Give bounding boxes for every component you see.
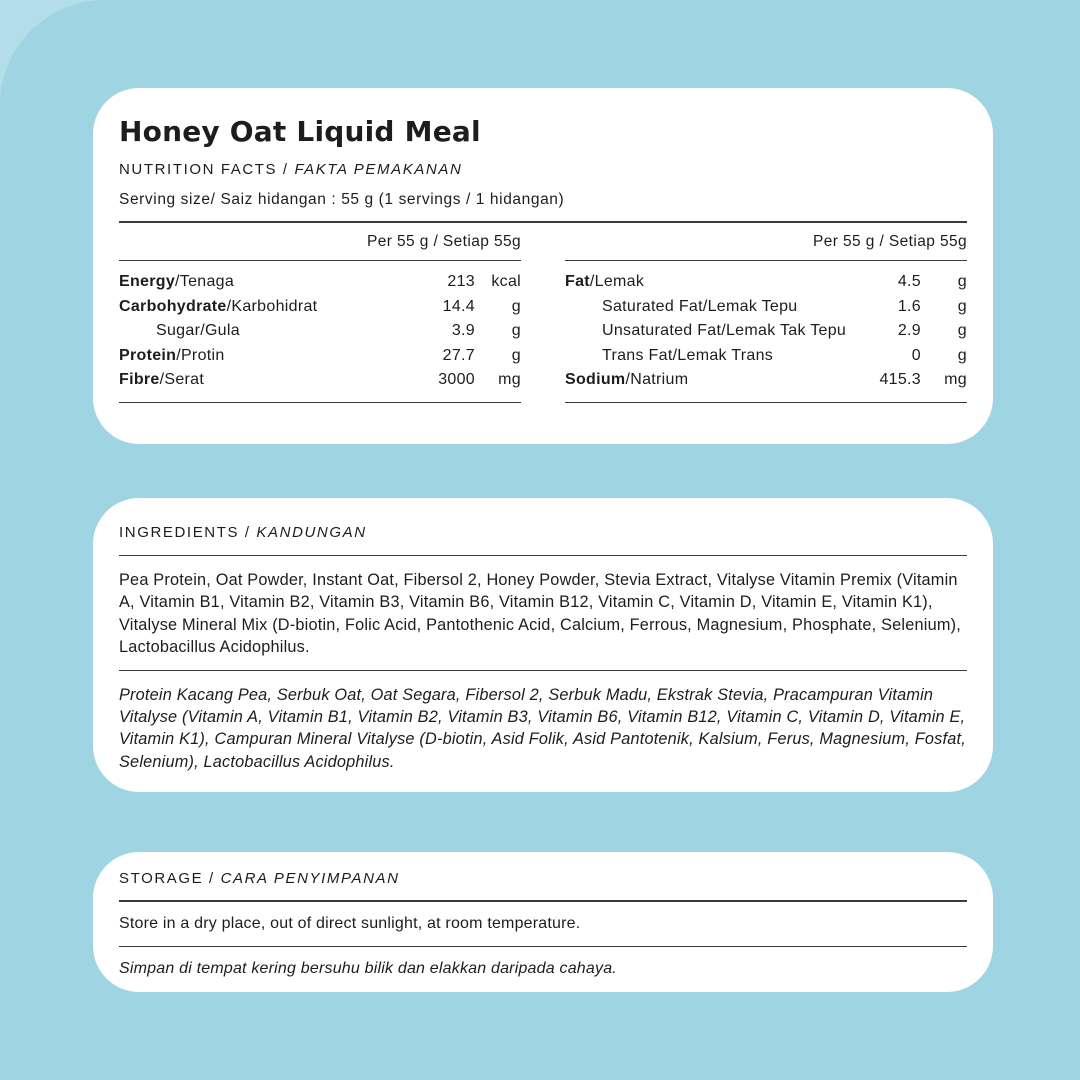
ingredients-heading [119, 524, 967, 542]
nutrition-facts-heading-en: NUTRITION FACTS / [119, 161, 295, 178]
nutrition-row-unit: g [957, 297, 967, 315]
nutrition-row-unit: g [957, 346, 967, 364]
nutrition-row-value: 3000 [438, 371, 475, 388]
nutrition-row-value: 27.7 [442, 346, 475, 364]
nutrition-row-unit: mg [944, 371, 967, 388]
nutrition-row-unit: g [957, 273, 967, 290]
nutrition-row-label: Unsaturated Fat/Lemak Tak Tepu [602, 322, 847, 339]
nutrition-row [565, 344, 967, 369]
nutrition-row [119, 270, 521, 295]
nutrition-row-label: Carbohydrate/Karbohidrat [119, 297, 318, 315]
nutrition-row-unit: g [511, 322, 521, 339]
nutrition-row-value: 4.5 [897, 273, 921, 290]
nutrition-row-label: Protein/Protin [119, 346, 225, 364]
serving-size-line: Serving size/ Saiz hidangan : 55 g (1 servings / 1 hidangan) [119, 191, 565, 208]
nutrition-table-right [565, 223, 967, 403]
ingredients-heading-my: KANDUNGAN [256, 524, 367, 541]
ingredients-divider-top [119, 555, 967, 556]
nutrition-row-label: Saturated Fat/Lemak Tepu [602, 297, 798, 315]
ingredients-heading-en: INGREDIENTS / [119, 524, 257, 541]
nutrition-row [119, 319, 521, 344]
storage-heading-en: STORAGE / [119, 870, 221, 887]
nutrition-facts-heading [119, 161, 967, 179]
nutrition-row-value: 3.9 [451, 322, 475, 339]
nutrition-row [565, 319, 967, 344]
nutrition-row [119, 295, 521, 320]
storage-heading-my: CARA PENYIMPANAN [220, 870, 400, 887]
nutrition-row-unit: g [511, 346, 521, 364]
nutrition-facts-heading-my: FAKTA PEMAKANAN [294, 161, 463, 178]
storage-text-malay: Simpan di tempat kering bersuhu bilik dan elakkan daripada cahaya. [119, 960, 617, 978]
nutrition-row [565, 295, 967, 320]
nutrition-row-label: Fibre/Serat [119, 371, 205, 388]
nutrition-row-unit: g [957, 322, 967, 339]
ingredients-divider-mid [119, 670, 967, 671]
ingredients-text-english: Pea Protein, Oat Powder, Instant Oat, Fibersol 2, Honey Powder, Stevia Extract, Vitalyse Vitamin Premix (Vitamin A, Vitamin B1, Vitamin B2, Vitamin B3, Vitamin B6, Vitamin B12, Vitamin C, Vitamin D, Vitamin E, Vitamin K1), Vitalyse Mineral Mix (D-biotin, Folic Acid, Pantothenic Acid, Calcium, Ferrous, Magnesium, Phosphate, Selenium), Lactobacillus Acidophilus. [119, 571, 961, 657]
nutrition-row [119, 368, 521, 393]
nutrition-row-label: Energy/Tenaga [119, 273, 235, 290]
nutrition-row [565, 368, 967, 393]
left-column-rows [119, 261, 521, 403]
nutrition-table-left [119, 223, 521, 403]
nutrition-row-label: Trans Fat/Lemak Trans [602, 346, 774, 364]
storage-divider-top [119, 900, 967, 902]
nutrition-row-value: 14.4 [442, 297, 475, 315]
storage-heading [119, 870, 967, 888]
storage-divider-mid [119, 946, 967, 947]
ingredients-card [93, 498, 993, 792]
nutrition-row-value: 1.6 [897, 297, 921, 315]
nutrition-row-label: Sugar/Gula [156, 322, 240, 339]
nutrition-facts-card [93, 88, 993, 444]
ingredients-text-malay: Protein Kacang Pea, Serbuk Oat, Oat Segara, Fibersol 2, Serbuk Madu, Ekstrak Stevia, Pracampuran Vitamin Vitalyse (Vitamin A, Vitamin B1, Vitamin B2, Vitamin B3, Vitamin B6, Vitamin B12, Vitamin C, Vitamin D, Vitamin E, Vitamin K1), Campuran Mineral Vitalyse (D-biotin, Asid Folik, Asid Pantotenik, Kalsium, Ferus, Magnesium, Fosfat, Selenium), Lactobacillus Acidophilus. [119, 685, 966, 771]
product-title: Honey Oat Liquid Meal [119, 115, 481, 148]
nutrition-row-value: 213 [447, 273, 475, 290]
left-column-header: Per 55 g / Setiap 55g [119, 223, 521, 261]
nutrition-row-unit: g [511, 297, 521, 315]
storage-card [93, 852, 993, 992]
nutrition-row-label: Sodium/Natrium [565, 371, 689, 388]
nutrition-row-value: 2.9 [897, 322, 921, 339]
nutrition-row-label: Fat/Lemak [565, 273, 645, 290]
nutrition-row-value: 415.3 [879, 371, 921, 388]
nutrition-row-unit: mg [498, 371, 521, 388]
nutrition-row [565, 270, 967, 295]
nutrition-row-value: 0 [911, 346, 921, 364]
right-column-rows [565, 261, 967, 403]
nutrition-row-unit: kcal [491, 273, 521, 290]
nutrition-table [119, 223, 967, 403]
nutrition-row [119, 344, 521, 369]
right-column-header: Per 55 g / Setiap 55g [565, 223, 967, 261]
storage-text-english: Store in a dry place, out of direct sunlight, at room temperature. [119, 915, 581, 932]
